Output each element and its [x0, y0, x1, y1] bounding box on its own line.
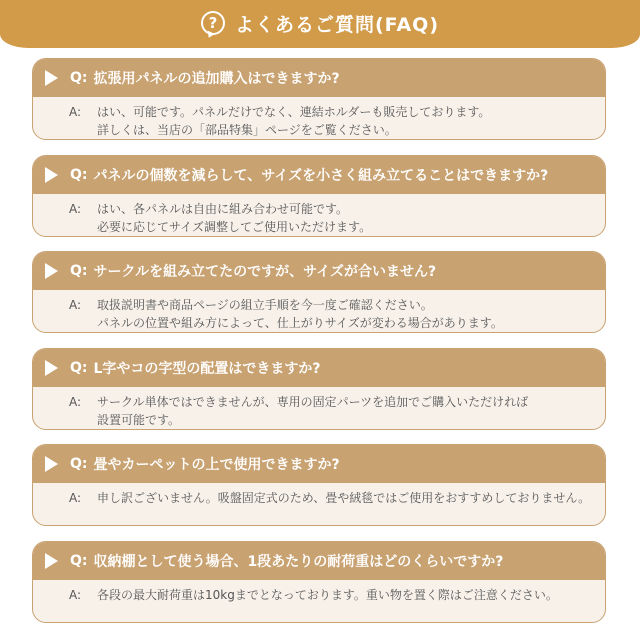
faq-question-bar[interactable]: [33, 156, 605, 194]
faq-item[interactable]: [32, 444, 606, 526]
play-arrow-icon: [45, 263, 58, 279]
faq-question-bar[interactable]: [33, 542, 605, 580]
question-text: 拡張用パネルの追加購入はできますか?: [93, 71, 340, 87]
faq-answer: [33, 387, 605, 429]
question-prefix: Q:: [70, 166, 88, 183]
answer-line: 取扱説明書や商品ページの組立手順を今一度ご確認ください。: [97, 298, 433, 313]
answer-prefix: A:: [69, 394, 82, 409]
question-text: 収納棚として使う場合、1段あたりの耐荷重はどのくらいですか?: [93, 553, 504, 570]
answer-line: はい、各パネルは自由に組み合わせ可能です。: [97, 201, 349, 216]
faq-question-bar[interactable]: [33, 349, 605, 387]
answer-line: 申し訳ございません。吸盤固定式のため、畳や絨毯ではご使用をおすすめしておりません。: [97, 491, 591, 506]
faq-answer: [33, 194, 605, 236]
faq-list: [32, 58, 606, 638]
faq-answer: [33, 483, 605, 507]
answer-prefix: A:: [69, 587, 82, 602]
answer-line: 設置可能です。: [97, 412, 181, 427]
question-prefix: Q:: [70, 359, 88, 376]
play-arrow-icon: [45, 167, 58, 183]
faq-answer: [33, 580, 605, 604]
answer-line: 詳しくは、当店の「部品特集」ページをご覧ください。: [97, 123, 397, 137]
answer-line: パネルの位置や組み方によって、仕上がりサイズが変わる場合があります。: [97, 316, 503, 331]
faq-item[interactable]: [32, 348, 606, 430]
question-text: パネルの個数を減らして、サイズを小さく組み立てることはできますか?: [93, 167, 549, 184]
question-text: L字やコの字型の配置はできますか?: [93, 360, 321, 377]
faq-question-bar[interactable]: [33, 252, 605, 290]
faq-header: [0, 0, 640, 48]
question-text: サークルを組み立てたのですが、サイズが合いません?: [93, 264, 437, 281]
question-bubble-icon: ?: [201, 11, 225, 35]
faq-item[interactable]: [32, 541, 606, 623]
page-title: よくあるご質問(FAQ): [234, 13, 440, 36]
answer-line: 各段の最大耐荷重は10kgまでとなっております。重い物を置く際はご注意ください。: [97, 587, 558, 602]
question-prefix: Q:: [70, 70, 88, 86]
faq-question-bar[interactable]: [33, 445, 605, 483]
answer-prefix: A:: [69, 105, 82, 119]
faq-item[interactable]: [32, 251, 606, 333]
answer-line: 必要に応じてサイズ調整してご使用いただけます。: [97, 219, 372, 234]
faq-answer: [33, 290, 605, 332]
play-arrow-icon: [45, 70, 58, 86]
question-text: 畳やカーペットの上で使用できますか?: [93, 457, 340, 474]
play-arrow-icon: [45, 553, 58, 569]
answer-prefix: A:: [69, 491, 82, 506]
question-prefix: Q:: [70, 456, 88, 473]
answer-line: はい、可能です。パネルだけでなく、連結ホルダーも販売しております。: [97, 105, 491, 119]
answer-prefix: A:: [69, 298, 82, 313]
faq-answer: [33, 97, 605, 139]
question-prefix: Q:: [70, 552, 88, 569]
play-arrow-icon: [45, 360, 58, 376]
play-arrow-icon: [45, 456, 58, 472]
faq-item[interactable]: [32, 58, 606, 140]
faq-item[interactable]: [32, 155, 606, 237]
faq-header-content: [201, 10, 439, 37]
answer-prefix: A:: [69, 201, 82, 216]
faq-question-bar[interactable]: [33, 59, 605, 97]
answer-line: サークル単体ではできませんが、専用の固定パーツを追加でご購入いただければ: [97, 394, 529, 409]
question-prefix: Q:: [70, 263, 88, 280]
